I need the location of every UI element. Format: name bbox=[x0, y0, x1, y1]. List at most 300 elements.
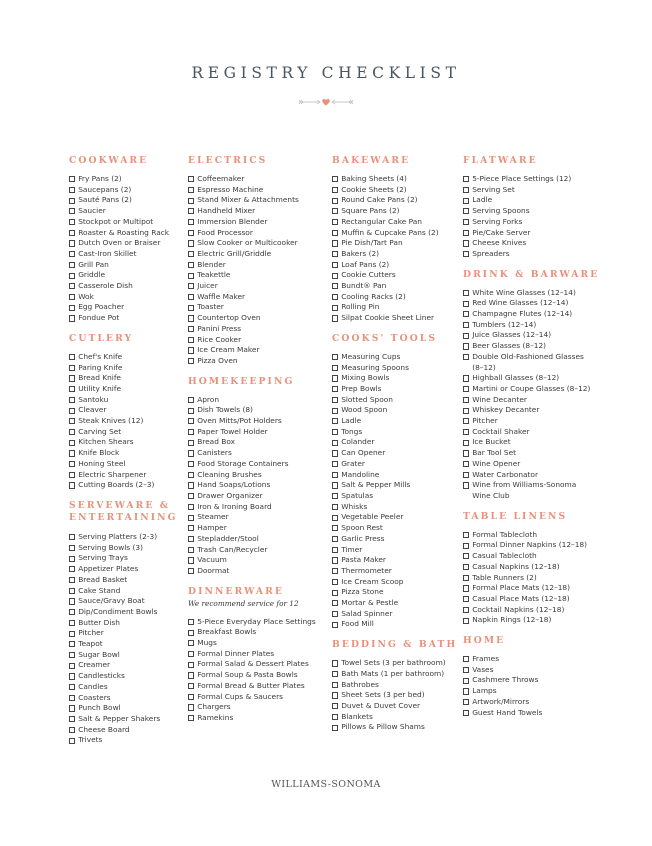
checklist-item[interactable] bbox=[332, 405, 460, 416]
checklist-item[interactable] bbox=[188, 195, 328, 206]
checkbox-icon[interactable] bbox=[69, 230, 75, 236]
checklist-item[interactable] bbox=[463, 594, 613, 605]
checkbox-icon[interactable] bbox=[332, 408, 338, 414]
checklist-item[interactable] bbox=[69, 459, 184, 470]
checkbox-icon[interactable] bbox=[332, 240, 338, 246]
checklist-item[interactable] bbox=[463, 373, 591, 384]
checkbox-icon[interactable] bbox=[188, 482, 194, 488]
checklist-item[interactable] bbox=[463, 298, 591, 309]
checkbox-icon[interactable] bbox=[69, 198, 75, 204]
checkbox-icon[interactable] bbox=[332, 176, 338, 182]
checkbox-icon[interactable] bbox=[332, 208, 338, 214]
checklist-item[interactable] bbox=[463, 615, 613, 626]
checklist-item[interactable] bbox=[188, 459, 328, 470]
checklist-item[interactable] bbox=[188, 470, 328, 481]
checklist-item[interactable] bbox=[463, 708, 613, 719]
checkbox-icon[interactable] bbox=[69, 273, 75, 279]
checklist-item[interactable] bbox=[69, 660, 184, 671]
checklist-item[interactable] bbox=[188, 627, 328, 638]
checkbox-icon[interactable] bbox=[332, 397, 338, 403]
checklist-item[interactable] bbox=[463, 352, 591, 373]
checklist-item[interactable] bbox=[69, 363, 184, 374]
checkbox-icon[interactable] bbox=[332, 429, 338, 435]
checkbox-icon[interactable] bbox=[188, 326, 194, 332]
checklist-item[interactable] bbox=[69, 480, 184, 491]
checklist-item[interactable] bbox=[188, 249, 328, 260]
checklist-item[interactable] bbox=[69, 260, 184, 271]
checkbox-icon[interactable] bbox=[69, 219, 75, 225]
checkbox-icon[interactable] bbox=[69, 283, 75, 289]
checkbox-icon[interactable] bbox=[332, 493, 338, 499]
checkbox-icon[interactable] bbox=[332, 682, 338, 688]
checkbox-icon[interactable] bbox=[69, 673, 75, 679]
checklist-item[interactable] bbox=[188, 292, 328, 303]
checkbox-icon[interactable] bbox=[188, 176, 194, 182]
checklist-item[interactable] bbox=[332, 313, 460, 324]
checkbox-icon[interactable] bbox=[188, 630, 194, 636]
checkbox-icon[interactable] bbox=[332, 568, 338, 574]
checkbox-icon[interactable] bbox=[69, 418, 75, 424]
checkbox-icon[interactable] bbox=[463, 667, 469, 673]
checkbox-icon[interactable] bbox=[188, 408, 194, 414]
checkbox-icon[interactable] bbox=[188, 294, 194, 300]
checkbox-icon[interactable] bbox=[332, 600, 338, 606]
checklist-item[interactable] bbox=[69, 564, 184, 575]
checkbox-icon[interactable] bbox=[332, 365, 338, 371]
checkbox-icon[interactable] bbox=[463, 386, 469, 392]
checklist-item[interactable] bbox=[188, 702, 328, 713]
checklist-item[interactable] bbox=[332, 363, 460, 374]
checklist-item[interactable] bbox=[463, 675, 613, 686]
checklist-item[interactable] bbox=[69, 249, 184, 260]
checklist-item[interactable] bbox=[69, 714, 184, 725]
checkbox-icon[interactable] bbox=[332, 305, 338, 311]
checklist-item[interactable] bbox=[69, 281, 184, 292]
checkbox-icon[interactable] bbox=[69, 305, 75, 311]
checkbox-icon[interactable] bbox=[188, 440, 194, 446]
checklist-item[interactable] bbox=[463, 185, 613, 196]
checkbox-icon[interactable] bbox=[69, 631, 75, 637]
checklist-item[interactable] bbox=[463, 238, 613, 249]
checkbox-icon[interactable] bbox=[188, 715, 194, 721]
checklist-item[interactable] bbox=[69, 384, 184, 395]
checkbox-icon[interactable] bbox=[188, 493, 194, 499]
checklist-item[interactable] bbox=[69, 352, 184, 363]
checklist-item[interactable] bbox=[332, 395, 460, 406]
checkbox-icon[interactable] bbox=[69, 240, 75, 246]
checklist-item[interactable] bbox=[69, 373, 184, 384]
checklist-item[interactable] bbox=[332, 195, 460, 206]
checkbox-icon[interactable] bbox=[463, 607, 469, 613]
checkbox-icon[interactable] bbox=[332, 660, 338, 666]
checklist-item[interactable] bbox=[188, 692, 328, 703]
checklist-item[interactable] bbox=[332, 669, 460, 680]
checklist-item[interactable] bbox=[332, 185, 460, 196]
checkbox-icon[interactable] bbox=[188, 704, 194, 710]
checklist-item[interactable] bbox=[69, 437, 184, 448]
checkbox-icon[interactable] bbox=[463, 311, 469, 317]
checkbox-icon[interactable] bbox=[188, 619, 194, 625]
checklist-item[interactable] bbox=[463, 427, 591, 438]
checklist-item[interactable] bbox=[69, 395, 184, 406]
checklist-item[interactable] bbox=[188, 356, 328, 367]
checkbox-icon[interactable] bbox=[332, 714, 338, 720]
checklist-item[interactable] bbox=[332, 470, 460, 481]
checkbox-icon[interactable] bbox=[332, 590, 338, 596]
checkbox-icon[interactable] bbox=[332, 579, 338, 585]
checkbox-icon[interactable] bbox=[463, 678, 469, 684]
checkbox-icon[interactable] bbox=[69, 386, 75, 392]
checklist-item[interactable] bbox=[188, 659, 328, 670]
checkbox-icon[interactable] bbox=[332, 622, 338, 628]
checklist-item[interactable] bbox=[332, 680, 460, 691]
checkbox-icon[interactable] bbox=[188, 208, 194, 214]
checklist-item[interactable] bbox=[69, 596, 184, 607]
checklist-item[interactable] bbox=[463, 288, 591, 299]
checklist-item[interactable] bbox=[463, 665, 613, 676]
checklist-item[interactable] bbox=[332, 619, 460, 630]
checkbox-icon[interactable] bbox=[332, 354, 338, 360]
checklist-item[interactable] bbox=[332, 512, 460, 523]
checkbox-icon[interactable] bbox=[69, 727, 75, 733]
checklist-item[interactable] bbox=[332, 217, 460, 228]
checkbox-icon[interactable] bbox=[463, 656, 469, 662]
checklist-item[interactable] bbox=[332, 174, 460, 185]
checkbox-icon[interactable] bbox=[332, 375, 338, 381]
checkbox-icon[interactable] bbox=[332, 536, 338, 542]
checkbox-icon[interactable] bbox=[69, 176, 75, 182]
checkbox-icon[interactable] bbox=[188, 461, 194, 467]
checklist-item[interactable] bbox=[463, 551, 613, 562]
checkbox-icon[interactable] bbox=[188, 315, 194, 321]
checklist-item[interactable] bbox=[332, 292, 460, 303]
checkbox-icon[interactable] bbox=[463, 450, 469, 456]
checklist-item[interactable] bbox=[188, 681, 328, 692]
checklist-item[interactable] bbox=[332, 249, 460, 260]
checklist-item[interactable] bbox=[188, 617, 328, 628]
checkbox-icon[interactable] bbox=[69, 588, 75, 594]
checklist-item[interactable] bbox=[188, 217, 328, 228]
checkbox-icon[interactable] bbox=[69, 663, 75, 669]
checkbox-icon[interactable] bbox=[332, 294, 338, 300]
checkbox-icon[interactable] bbox=[69, 534, 75, 540]
checkbox-icon[interactable] bbox=[188, 651, 194, 657]
checklist-item[interactable] bbox=[69, 206, 184, 217]
checkbox-icon[interactable] bbox=[332, 198, 338, 204]
checkbox-icon[interactable] bbox=[188, 305, 194, 311]
checkbox-icon[interactable] bbox=[332, 725, 338, 731]
checkbox-icon[interactable] bbox=[332, 187, 338, 193]
checklist-item[interactable] bbox=[69, 470, 184, 481]
checkbox-icon[interactable] bbox=[463, 301, 469, 307]
checkbox-icon[interactable] bbox=[463, 290, 469, 296]
checkbox-icon[interactable] bbox=[188, 198, 194, 204]
checkbox-icon[interactable] bbox=[463, 176, 469, 182]
checklist-item[interactable] bbox=[463, 228, 613, 239]
checkbox-icon[interactable] bbox=[188, 283, 194, 289]
checklist-item[interactable] bbox=[69, 302, 184, 313]
checkbox-icon[interactable] bbox=[69, 354, 75, 360]
checklist-item[interactable] bbox=[188, 448, 328, 459]
checklist-item[interactable] bbox=[188, 405, 328, 416]
checklist-item[interactable] bbox=[188, 281, 328, 292]
checkbox-icon[interactable] bbox=[69, 652, 75, 658]
checklist-item[interactable] bbox=[69, 313, 184, 324]
checklist-item[interactable] bbox=[332, 712, 460, 723]
checklist-item[interactable] bbox=[332, 437, 460, 448]
checklist-item[interactable] bbox=[69, 292, 184, 303]
checkbox-icon[interactable] bbox=[332, 440, 338, 446]
checklist-item[interactable] bbox=[463, 195, 613, 206]
checklist-item[interactable] bbox=[332, 491, 460, 502]
checkbox-icon[interactable] bbox=[69, 461, 75, 467]
checklist-item[interactable] bbox=[463, 583, 613, 594]
checkbox-icon[interactable] bbox=[69, 705, 75, 711]
checklist-item[interactable] bbox=[188, 437, 328, 448]
checkbox-icon[interactable] bbox=[332, 230, 338, 236]
checklist-item[interactable] bbox=[69, 185, 184, 196]
checkbox-icon[interactable] bbox=[188, 358, 194, 364]
checklist-item[interactable] bbox=[69, 725, 184, 736]
checkbox-icon[interactable] bbox=[69, 397, 75, 403]
checkbox-icon[interactable] bbox=[332, 525, 338, 531]
checklist-item[interactable] bbox=[69, 671, 184, 682]
checklist-item[interactable] bbox=[332, 523, 460, 534]
checklist-item[interactable] bbox=[69, 416, 184, 427]
checkbox-icon[interactable] bbox=[188, 672, 194, 678]
checklist-item[interactable] bbox=[332, 270, 460, 281]
checklist-item[interactable] bbox=[188, 345, 328, 356]
checklist-item[interactable] bbox=[463, 405, 591, 416]
checkbox-icon[interactable] bbox=[69, 294, 75, 300]
checklist-item[interactable] bbox=[188, 480, 328, 491]
checklist-item[interactable] bbox=[69, 195, 184, 206]
checklist-item[interactable] bbox=[332, 534, 460, 545]
checkbox-icon[interactable] bbox=[463, 553, 469, 559]
checklist-item[interactable] bbox=[69, 575, 184, 586]
checkbox-icon[interactable] bbox=[188, 515, 194, 521]
checklist-item[interactable] bbox=[69, 448, 184, 459]
checklist-item[interactable] bbox=[332, 587, 460, 598]
checkbox-icon[interactable] bbox=[69, 262, 75, 268]
checklist-item[interactable] bbox=[332, 502, 460, 513]
checkbox-icon[interactable] bbox=[188, 525, 194, 531]
checkbox-icon[interactable] bbox=[332, 515, 338, 521]
checkbox-icon[interactable] bbox=[188, 640, 194, 646]
checkbox-icon[interactable] bbox=[188, 472, 194, 478]
checklist-item[interactable] bbox=[463, 416, 591, 427]
checklist-item[interactable] bbox=[463, 437, 591, 448]
checkbox-icon[interactable] bbox=[463, 440, 469, 446]
checkbox-icon[interactable] bbox=[463, 482, 469, 488]
checkbox-icon[interactable] bbox=[188, 347, 194, 353]
checkbox-icon[interactable] bbox=[188, 683, 194, 689]
checkbox-icon[interactable] bbox=[69, 440, 75, 446]
checklist-item[interactable] bbox=[332, 722, 460, 733]
checkbox-icon[interactable] bbox=[332, 703, 338, 709]
checkbox-icon[interactable] bbox=[463, 564, 469, 570]
checklist-item[interactable] bbox=[332, 384, 460, 395]
checklist-item[interactable] bbox=[463, 540, 613, 551]
checklist-item[interactable] bbox=[69, 628, 184, 639]
checklist-item[interactable] bbox=[69, 703, 184, 714]
checkbox-icon[interactable] bbox=[332, 472, 338, 478]
checklist-item[interactable] bbox=[188, 649, 328, 660]
checkbox-icon[interactable] bbox=[463, 585, 469, 591]
checkbox-icon[interactable] bbox=[188, 557, 194, 563]
checklist-item[interactable] bbox=[463, 320, 591, 331]
checklist-item[interactable] bbox=[332, 609, 460, 620]
checklist-item[interactable] bbox=[332, 228, 460, 239]
checklist-item[interactable] bbox=[463, 217, 613, 228]
checklist-item[interactable] bbox=[188, 555, 328, 566]
checklist-item[interactable] bbox=[188, 185, 328, 196]
checkbox-icon[interactable] bbox=[463, 240, 469, 246]
checkbox-icon[interactable] bbox=[188, 251, 194, 257]
checkbox-icon[interactable] bbox=[332, 386, 338, 392]
checkbox-icon[interactable] bbox=[188, 450, 194, 456]
checkbox-icon[interactable] bbox=[69, 208, 75, 214]
checklist-item[interactable] bbox=[332, 260, 460, 271]
checklist-item[interactable] bbox=[463, 249, 613, 260]
checkbox-icon[interactable] bbox=[69, 598, 75, 604]
checklist-item[interactable] bbox=[188, 260, 328, 271]
checkbox-icon[interactable] bbox=[188, 337, 194, 343]
checklist-item[interactable] bbox=[463, 206, 613, 217]
checkbox-icon[interactable] bbox=[463, 596, 469, 602]
checkbox-icon[interactable] bbox=[69, 545, 75, 551]
checklist-item[interactable] bbox=[332, 566, 460, 577]
checklist-item[interactable] bbox=[69, 693, 184, 704]
checklist-item[interactable] bbox=[69, 270, 184, 281]
checklist-item[interactable] bbox=[188, 670, 328, 681]
checklist-item[interactable] bbox=[69, 543, 184, 554]
checkbox-icon[interactable] bbox=[69, 641, 75, 647]
checkbox-icon[interactable] bbox=[332, 461, 338, 467]
checkbox-icon[interactable] bbox=[463, 375, 469, 381]
checkbox-icon[interactable] bbox=[69, 482, 75, 488]
checkbox-icon[interactable] bbox=[188, 273, 194, 279]
checkbox-icon[interactable] bbox=[188, 504, 194, 510]
checklist-item[interactable] bbox=[463, 686, 613, 697]
checklist-item[interactable] bbox=[332, 690, 460, 701]
checkbox-icon[interactable] bbox=[188, 568, 194, 574]
checklist-item[interactable] bbox=[332, 459, 460, 470]
checkbox-icon[interactable] bbox=[332, 611, 338, 617]
checkbox-icon[interactable] bbox=[463, 418, 469, 424]
checkbox-icon[interactable] bbox=[332, 547, 338, 553]
checklist-item[interactable] bbox=[69, 405, 184, 416]
checkbox-icon[interactable] bbox=[188, 662, 194, 668]
checklist-item[interactable] bbox=[463, 470, 591, 481]
checkbox-icon[interactable] bbox=[69, 556, 75, 562]
checkbox-icon[interactable] bbox=[69, 566, 75, 572]
checkbox-icon[interactable] bbox=[188, 187, 194, 193]
checklist-item[interactable] bbox=[188, 713, 328, 724]
checklist-item[interactable] bbox=[188, 228, 328, 239]
checklist-item[interactable] bbox=[332, 555, 460, 566]
checkbox-icon[interactable] bbox=[69, 684, 75, 690]
checkbox-icon[interactable] bbox=[188, 418, 194, 424]
checkbox-icon[interactable] bbox=[463, 230, 469, 236]
checkbox-icon[interactable] bbox=[332, 671, 338, 677]
checklist-item[interactable] bbox=[332, 373, 460, 384]
checklist-item[interactable] bbox=[332, 480, 460, 491]
checkbox-icon[interactable] bbox=[332, 273, 338, 279]
checkbox-icon[interactable] bbox=[463, 408, 469, 414]
checklist-item[interactable] bbox=[463, 697, 613, 708]
checkbox-icon[interactable] bbox=[463, 251, 469, 257]
checklist-item[interactable] bbox=[188, 427, 328, 438]
checkbox-icon[interactable] bbox=[463, 532, 469, 538]
checklist-item[interactable] bbox=[332, 577, 460, 588]
checkbox-icon[interactable] bbox=[188, 262, 194, 268]
checkbox-icon[interactable] bbox=[463, 187, 469, 193]
checklist-item[interactable] bbox=[69, 682, 184, 693]
checklist-item[interactable] bbox=[463, 562, 613, 573]
checklist-item[interactable] bbox=[69, 228, 184, 239]
checklist-item[interactable] bbox=[69, 532, 184, 543]
checklist-item[interactable] bbox=[332, 701, 460, 712]
checklist-item[interactable] bbox=[188, 302, 328, 313]
checklist-item[interactable] bbox=[188, 395, 328, 406]
checklist-item[interactable] bbox=[188, 324, 328, 335]
checkbox-icon[interactable] bbox=[463, 543, 469, 549]
checkbox-icon[interactable] bbox=[463, 333, 469, 339]
checklist-item[interactable] bbox=[188, 512, 328, 523]
checkbox-icon[interactable] bbox=[69, 609, 75, 615]
checkbox-icon[interactable] bbox=[463, 461, 469, 467]
checkbox-icon[interactable] bbox=[463, 322, 469, 328]
checklist-item[interactable] bbox=[188, 545, 328, 556]
checklist-item[interactable] bbox=[69, 553, 184, 564]
checkbox-icon[interactable] bbox=[188, 397, 194, 403]
checklist-item[interactable] bbox=[463, 654, 613, 665]
checklist-item[interactable] bbox=[188, 335, 328, 346]
checkbox-icon[interactable] bbox=[332, 251, 338, 257]
checklist-item[interactable] bbox=[188, 270, 328, 281]
checkbox-icon[interactable] bbox=[69, 365, 75, 371]
checklist-item[interactable] bbox=[69, 607, 184, 618]
checklist-item[interactable] bbox=[69, 735, 184, 746]
checklist-item[interactable] bbox=[69, 586, 184, 597]
checkbox-icon[interactable] bbox=[188, 536, 194, 542]
checklist-item[interactable] bbox=[332, 658, 460, 669]
checkbox-icon[interactable] bbox=[463, 618, 469, 624]
checkbox-icon[interactable] bbox=[463, 688, 469, 694]
checkbox-icon[interactable] bbox=[463, 343, 469, 349]
checklist-item[interactable] bbox=[463, 480, 591, 501]
checklist-item[interactable] bbox=[332, 448, 460, 459]
checklist-item[interactable] bbox=[332, 427, 460, 438]
checkbox-icon[interactable] bbox=[332, 418, 338, 424]
checkbox-icon[interactable] bbox=[69, 695, 75, 701]
checkbox-icon[interactable] bbox=[463, 699, 469, 705]
checklist-item[interactable] bbox=[332, 302, 460, 313]
checklist-item[interactable] bbox=[332, 281, 460, 292]
checkbox-icon[interactable] bbox=[69, 251, 75, 257]
checklist-item[interactable] bbox=[188, 238, 328, 249]
checkbox-icon[interactable] bbox=[332, 315, 338, 321]
checkbox-icon[interactable] bbox=[463, 198, 469, 204]
checklist-item[interactable] bbox=[188, 491, 328, 502]
checkbox-icon[interactable] bbox=[69, 408, 75, 414]
checkbox-icon[interactable] bbox=[69, 429, 75, 435]
checklist-item[interactable] bbox=[69, 238, 184, 249]
checkbox-icon[interactable] bbox=[188, 694, 194, 700]
checkbox-icon[interactable] bbox=[463, 208, 469, 214]
checkbox-icon[interactable] bbox=[69, 375, 75, 381]
